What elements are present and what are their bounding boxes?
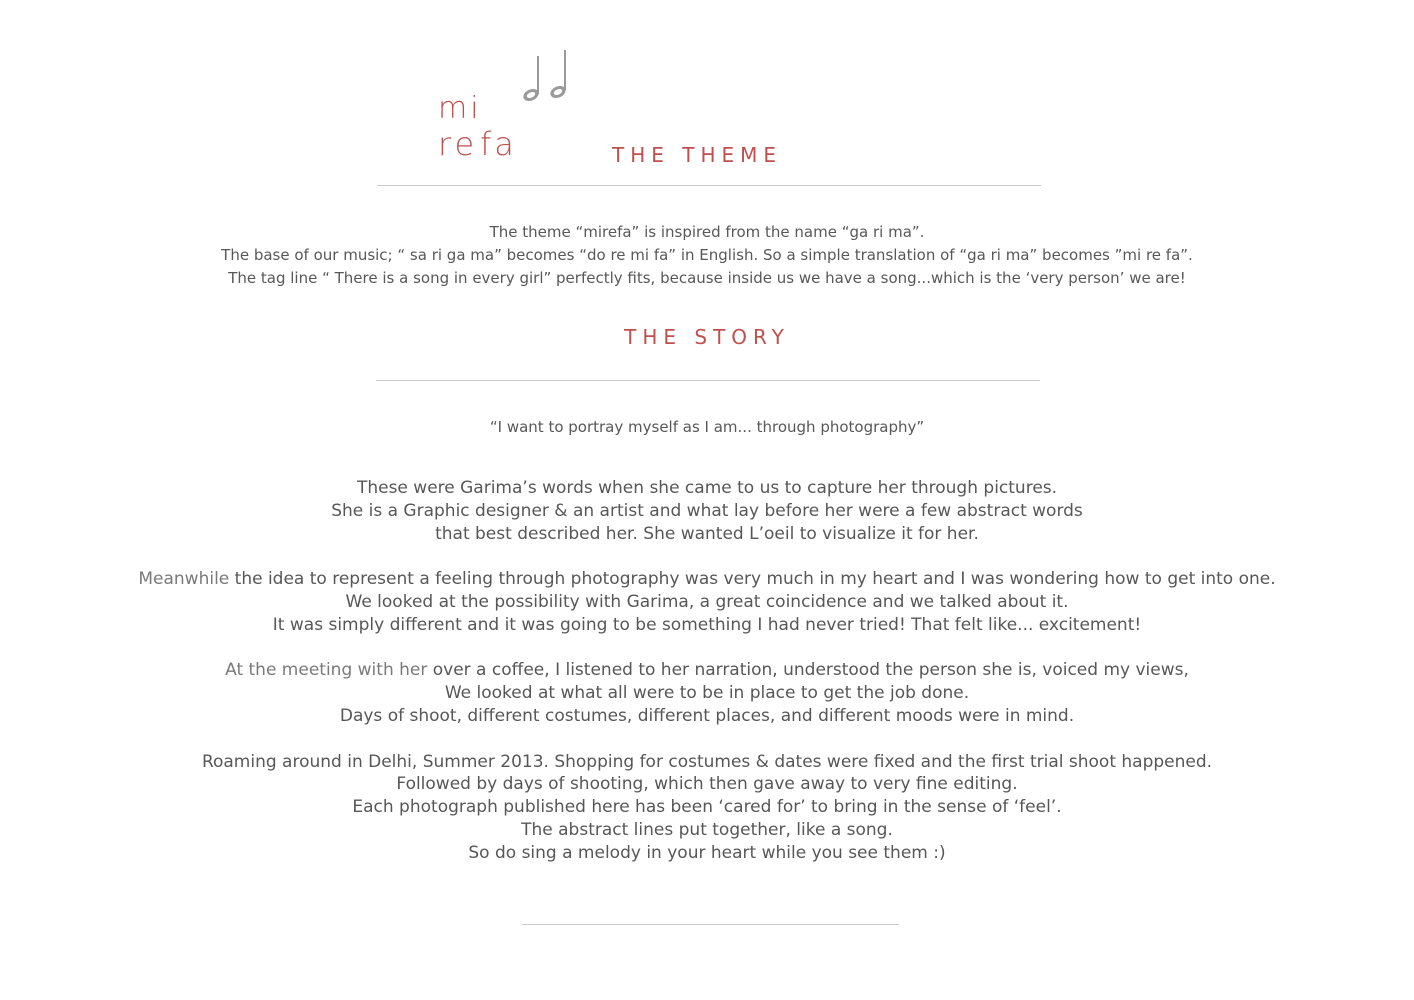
- theme-text: [0, 221, 1414, 290]
- theme-heading: THE THEME: [612, 143, 783, 167]
- story-p1-line-3: that best described her. She wanted L’oeil to visualize it for her.: [435, 523, 979, 544]
- story-p4-line-2: Followed by days of shooting, which then gave away to very fine editing.: [396, 774, 1018, 795]
- logo-re: re: [438, 125, 479, 163]
- footer-divider: [522, 924, 899, 925]
- story-p3-line-3: Days of shoot, different costumes, different places, and different moods were in mind.: [339, 705, 1075, 726]
- story-p2-line-2: We looked at the possibility with Garima, a great coincidence and we talked about it.: [345, 591, 1069, 612]
- theme-line-1: The theme “mirefa” is inspired from the name “ga ri ma”.: [489, 223, 925, 241]
- story-p3-first-rest: over a coffee, I listened to her narration, understood the person she is, voiced my views,: [427, 660, 1189, 681]
- music-notes-icon: [518, 48, 574, 104]
- story-p2-line-3: It was simply different and it was going to be something I had never tried! That felt like... excitement!: [272, 614, 1142, 635]
- story-p4-line-5: So do sing a melody in your heart while you see them :): [468, 842, 946, 863]
- theme-line-3: The tag line “ There is a song in every girl” perfectly fits, because inside us we have a song...which is the ‘very person’ we are!: [228, 269, 1186, 287]
- theme-divider: [377, 185, 1041, 186]
- logo-fa: fa: [480, 125, 517, 163]
- story-p4-line-1: Roaming around in Delhi, Summer 2013. Shopping for costumes & dates were fixed and the first trial shoot happened.: [201, 751, 1213, 772]
- story-p2-lead: Meanwhile: [138, 569, 230, 590]
- story-p2-first-rest: the idea to represent a feeling through photography was very much in my heart and I was wondering how to get into one.: [229, 569, 1276, 590]
- story-p3-line-1: [0, 659, 1414, 682]
- story-divider: [376, 380, 1040, 381]
- story-p4-line-4: The abstract lines put together, like a song.: [521, 819, 893, 840]
- story-heading: THE STORY: [624, 325, 790, 349]
- theme-line-2: The base of our music; “ sa ri ga ma” becomes “do re mi fa” in English. So a simple translation of “ga ri ma” becomes ”mi re fa”.: [221, 246, 1193, 264]
- story-p3-line-2: We looked at what all were to be in place to get the job done.: [444, 683, 970, 704]
- story-p1-line-2: She is a Graphic designer & an artist and what lay before her were a few abstract words: [331, 500, 1083, 521]
- story-p1-line-1: These were Garima’s words when she came to us to capture her through pictures.: [356, 478, 1058, 498]
- story-p3-lead: At the meeting with her: [225, 660, 428, 681]
- story-p2-line-1: [0, 568, 1414, 591]
- story-p4-line-3: Each photograph published here has been ‘cared for’ to bring in the sense of ‘feel’.: [352, 797, 1062, 818]
- mirefa-logo: [438, 48, 578, 168]
- logo-mi: mi: [438, 91, 482, 126]
- story-quote: “I want to portray myself as I am... through photography”: [489, 418, 925, 436]
- story-body: [0, 477, 1414, 865]
